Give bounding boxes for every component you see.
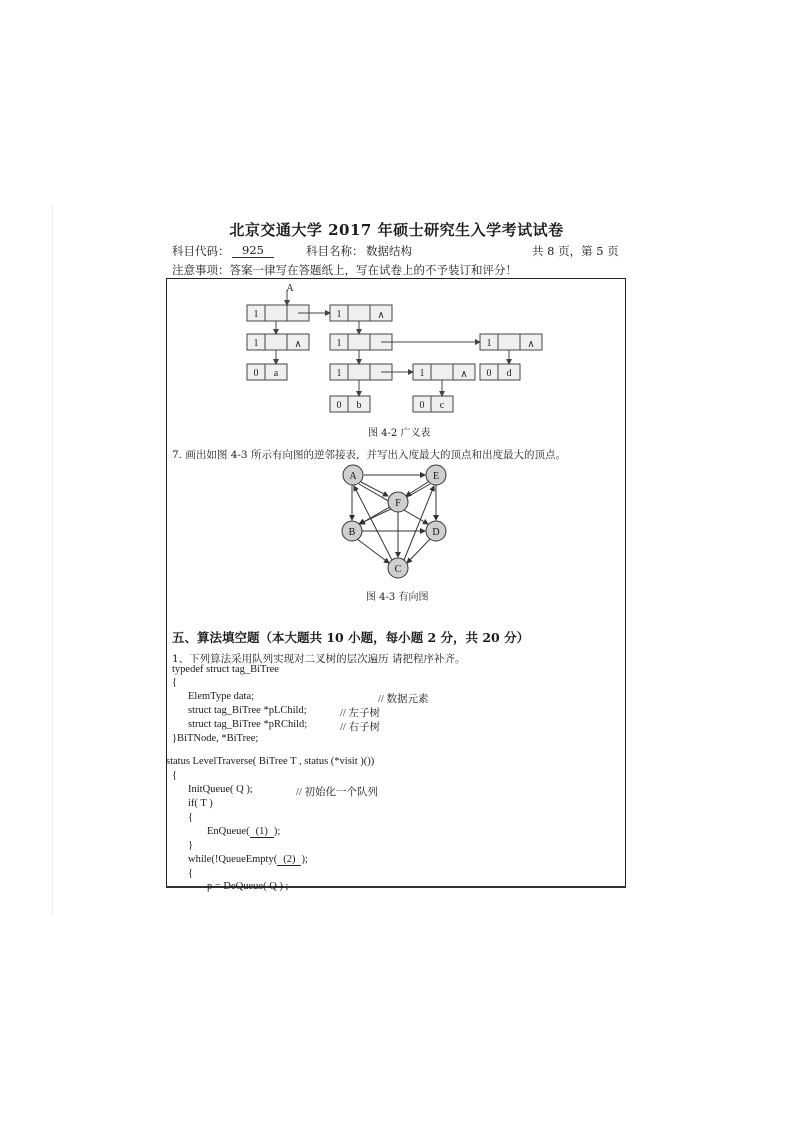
graph-edges: [352, 475, 436, 563]
code-line: {: [188, 868, 194, 879]
figure-4-2-caption: 图 4-2 广义表: [368, 428, 431, 439]
subject-code: 925: [232, 243, 274, 258]
subject-code-label: 科目代码：: [172, 244, 230, 258]
code-line: if( T ): [188, 798, 213, 809]
vertex-label: D: [432, 527, 440, 538]
vertex-label: E: [432, 471, 440, 482]
code-line: status LevelTraverse( BiTree T , status (*visit )()): [166, 756, 375, 767]
tag-value: 1: [419, 368, 425, 379]
code-line: struct tag_BiTree *pLChild;: [188, 705, 307, 716]
code-text: EnQueue(: [207, 826, 250, 837]
atom-value: a: [273, 368, 279, 379]
null-pointer: ∧: [460, 369, 468, 380]
code-line: }BiTNode, *BiTree;: [172, 733, 259, 744]
code-line: [207, 826, 280, 837]
vertex-label: F: [395, 498, 401, 509]
vertex-label: C: [394, 564, 402, 575]
vertex-label: B: [348, 527, 356, 538]
code-comment: // 数据元素: [378, 694, 429, 705]
code-line: p = DeQueue( Q ) ;: [207, 881, 289, 892]
code-text: );: [301, 854, 308, 865]
code-line: typedef struct tag_BiTree: [172, 664, 279, 675]
tag-value: 1: [336, 368, 342, 379]
code-text: );: [273, 826, 281, 837]
code-line: {: [188, 812, 194, 823]
code-line: {: [172, 770, 178, 781]
exam-notice: 注意事项：答案一律写在答题纸上，写在试卷上的不予装订和评分！: [172, 263, 517, 277]
subject-name: 数据结构: [366, 244, 412, 258]
page-info: 共 8 页，第 5 页: [532, 244, 619, 258]
tag-value: 1: [253, 309, 259, 320]
figure-4-3-caption: 图 4-3 有向图: [366, 592, 429, 603]
tag-value: 1: [336, 338, 342, 349]
code-text: while(!QueueEmpty(: [188, 854, 278, 865]
subject-name-label: 科目名称：: [306, 244, 364, 258]
code-line: InitQueue( Q );: [188, 784, 253, 795]
code-line: ElemType data;: [188, 691, 255, 702]
tag-value: 0: [419, 400, 425, 411]
tag-value: 1: [486, 338, 492, 349]
null-pointer: ∧: [377, 310, 385, 321]
code-comment: // 左子树: [340, 708, 380, 719]
vertex-label: A: [349, 471, 357, 482]
null-pointer: ∧: [527, 339, 535, 350]
code-line: struct tag_BiTree *pRChild;: [188, 719, 308, 730]
tag-value: 0: [336, 400, 342, 411]
question-7: 7. 画出如图 4-3 所示有向图的逆邻接表，并写出入度最大的顶点和出度最大的顶点。: [172, 449, 566, 461]
fill-blank-1: (1): [250, 826, 274, 838]
code-line: {: [172, 677, 178, 688]
tag-value: 1: [336, 309, 342, 320]
section-5-heading: 五、算法填空题（本大题共 10 小题，每小题 2 分，共 20 分）: [172, 630, 530, 645]
list-head-pointer-label: A: [286, 283, 294, 294]
tag-value: 0: [486, 368, 492, 379]
code-line: [188, 854, 308, 865]
code-line: }: [188, 840, 194, 851]
exam-title: 北京交通大学 2017 年硕士研究生入学考试试卷: [229, 221, 564, 239]
tag-value: 0: [253, 368, 259, 379]
null-pointer: ∧: [294, 339, 302, 350]
code-comment: // 右子树: [340, 722, 380, 733]
atom-value: c: [439, 400, 445, 411]
fill-blank-2: (2): [277, 854, 301, 866]
section-5-question-1: 1、下列算法采用队列实现对二叉树的层次遍历 请把程序补齐。: [172, 653, 466, 665]
atom-value: d: [506, 368, 512, 379]
tag-value: 1: [253, 338, 259, 349]
code-comment: // 初始化一个队列: [296, 787, 378, 798]
atom-value: b: [356, 400, 362, 411]
